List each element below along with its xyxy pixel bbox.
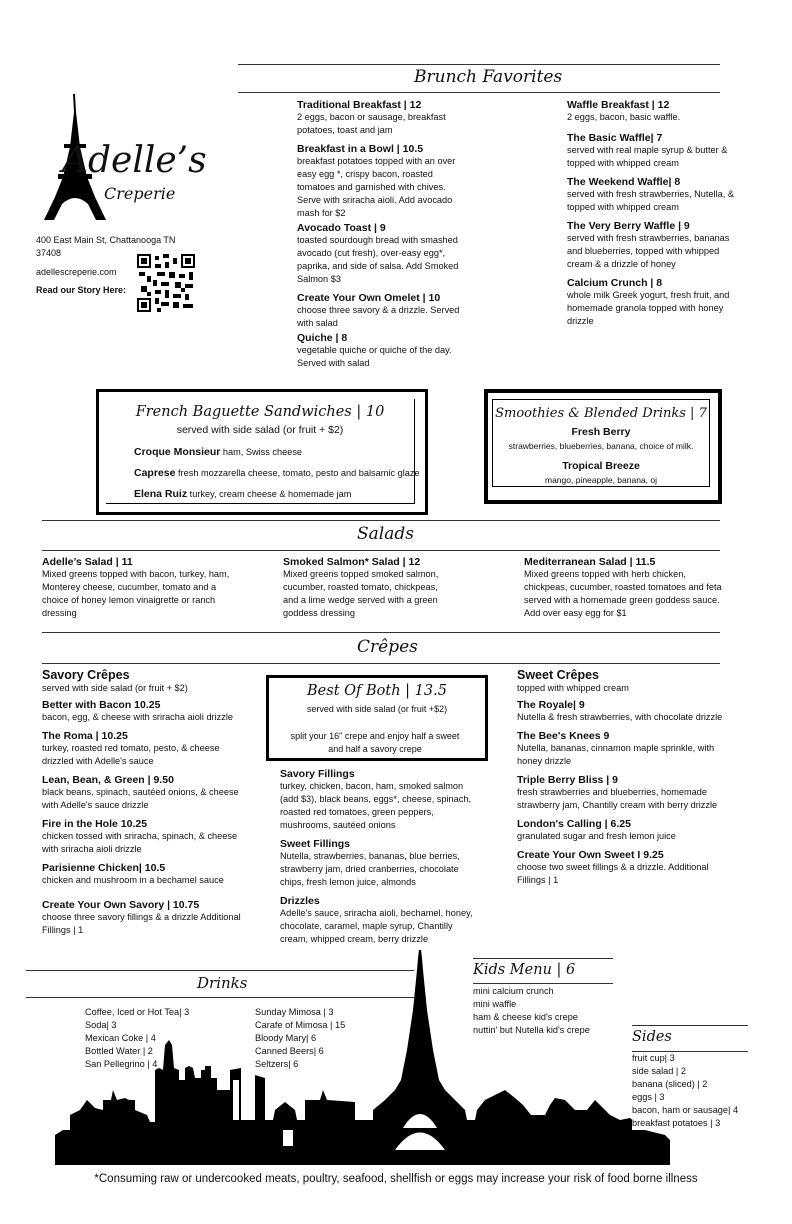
item-name: Quiche | 8: [297, 332, 348, 344]
savory-sub: served with side salad (or fruit + $2): [42, 683, 188, 693]
item-name: Mediterranean Salad | 11.5: [524, 556, 656, 568]
savory-item: [42, 774, 242, 812]
item-desc: chicken tossed with sriracha, spinach, & cheese with sriracha aioli drizzle: [42, 831, 238, 854]
salads-bottom-rule: [42, 550, 720, 551]
sweet-sub: topped with whipped cream: [517, 683, 629, 693]
drink-item: San Pellegrino | 4: [85, 1059, 158, 1069]
drink-item: Carafe of Mimosa | 15: [255, 1020, 346, 1030]
item-desc: turkey, roasted red tomato, pesto, & cheese drizzled with Adelle's sauce: [42, 743, 220, 766]
drink-item: Mexican Coke | 4: [85, 1033, 156, 1043]
savory-crepes-column: [42, 668, 242, 937]
kids-item: mini waffle: [473, 999, 517, 1009]
side-item: banana (sliced) | 2: [632, 1079, 708, 1089]
baguette-item: [134, 467, 420, 479]
item-name: Waffle Breakfast | 12: [567, 99, 670, 111]
item-name: Caprese: [134, 467, 176, 479]
brunch-item: [297, 332, 467, 370]
item-desc: turkey, cream cheese & homemade jam: [187, 489, 352, 499]
drinks-title: Drinks: [197, 974, 248, 992]
item-name: Smoked Salmon* Salad | 12: [283, 556, 421, 568]
qr-code-icon: [137, 254, 195, 312]
item-name: Lean, Bean, & Green | 9.50: [42, 774, 174, 786]
item-name: The Bee's Knees 9: [517, 730, 610, 742]
item-name: Fresh Berry: [571, 426, 631, 438]
item-desc: choose three savory & a drizzle. Served with salad: [297, 305, 460, 328]
item-name: Traditional Breakfast | 12: [297, 99, 422, 111]
item-desc: vegetable quiche or quiche of the day. Served with salad: [297, 345, 452, 368]
kids-top-rule: [473, 958, 613, 959]
drink-item: Coffee, Iced or Hot Tea| 3: [85, 1007, 190, 1017]
drinks-top-rule: [26, 970, 414, 971]
item-name: Adelle’s Salad | 11: [42, 556, 133, 568]
brunch-bottom-rule: [238, 92, 720, 93]
item-name: Drizzles: [280, 895, 320, 907]
item-name: The Very Berry Waffle | 9: [567, 220, 690, 232]
brunch-item: [567, 176, 737, 214]
baguette-item: [134, 488, 351, 500]
item-desc: turkey, chicken, bacon, ham, smoked salmon (add $3), black beans, eggs*, cheese, spinach, roasted red tomatoes, green peppers, mushrooms, sautéed onions: [280, 781, 472, 830]
best-desc: split your 16" crepe and enjoy half a sweet and half a savory crepe: [290, 731, 460, 754]
drink-item: Canned Beers| 6: [255, 1046, 324, 1056]
item-desc: Nutella, strawberries, bananas, blue berries, strawberry jam, dried cranberries, chocolate chips, fresh lemon juice, almonds: [280, 851, 460, 887]
best-sub: served with side salad (or fruit +$2): [306, 704, 448, 714]
brunch-item: [567, 132, 737, 170]
side-item: fruit cup| 3: [632, 1053, 675, 1063]
sweet-item: [517, 774, 727, 812]
logo-name: Adelle’s: [62, 140, 207, 181]
side-item: breakfast potatoes | 3: [632, 1118, 721, 1128]
item-desc: black beans, spinach, sautéed onions, & cheese with Adelle's sauce drizzle: [42, 787, 239, 810]
brunch-right-column: [567, 99, 737, 328]
brunch-top-rule: [238, 64, 720, 65]
item-desc: breakfast potatoes topped with an over easy egg *, crispy bacon, roasted tomatoes and garnished with chives. Serve with sriracha aioli. Add avocado mash for $2: [297, 156, 456, 218]
fillings-group: [280, 838, 476, 889]
item-desc: 2 eggs, bacon or sausage, breakfast potatoes, toast and jam: [297, 112, 446, 135]
kids-list: [473, 985, 633, 1037]
item-desc: bacon, egg, & cheese with sriracha aioli drizzle: [42, 712, 233, 722]
item-desc: whole milk Greek yogurt, fresh fruit, and homemade granola topped with honey drizzle: [567, 290, 730, 326]
drinks-col-2: [255, 1006, 415, 1071]
item-desc: served with fresh strawberries, Nutella, & topped with whipped cream: [567, 189, 734, 212]
salad-item: [524, 556, 724, 620]
sides-top-rule: [632, 1025, 748, 1026]
item-name: Fire in the Hole 10.25: [42, 818, 148, 830]
crepes-top-rule: [42, 632, 720, 633]
item-name: The Basic Waffle| 7: [567, 132, 663, 144]
item-name: Create Your Own Savory | 10.75: [42, 899, 200, 911]
item-desc: Adelle's sauce, sriracha aioli, bechamel, honey, chocolate, caramel, maple syrup, Chantilly cream, whipped cream, berry drizzle: [280, 908, 473, 944]
crepes-bottom-rule: [42, 663, 720, 664]
website-link[interactable]: adellescreperie.com: [36, 267, 117, 277]
item-desc: Nutella & fresh strawberries, with chocolate drizzle: [517, 712, 723, 722]
kids-title: Kids Menu | 6: [473, 962, 576, 978]
food-safety-disclaimer: *Consuming raw or undercooked meats, poultry, seafood, shellfish or eggs may increase your risk of food borne illness: [94, 1173, 698, 1185]
crepes-title: Crêpes: [357, 637, 418, 657]
zip: 37408: [36, 248, 62, 258]
item-desc: granulated sugar and fresh lemon juice: [517, 831, 676, 841]
drinks-col-1: [85, 1006, 245, 1071]
side-item: eggs | 3: [632, 1092, 665, 1102]
item-name: Tropical Breeze: [562, 460, 640, 472]
side-item: side salad | 2: [632, 1066, 686, 1076]
item-name: The Roma | 10.25: [42, 730, 128, 742]
sweet-crepes-column: [517, 668, 727, 887]
drink-item: Soda| 3: [85, 1020, 117, 1030]
fillings-group: [280, 768, 476, 832]
item-name: Avocado Toast | 9: [297, 222, 386, 234]
story-label: Read our Story Here:: [36, 285, 127, 295]
drink-item: Bottled Water | 2: [85, 1046, 153, 1056]
item-desc: fresh strawberries and blueberries, homemade strawberry jam, Chantilly cream with berry drizzle: [517, 787, 718, 810]
kids-item: ham & cheese kid's crepe: [473, 1012, 578, 1022]
kids-bottom-rule: [473, 983, 613, 984]
item-name: Better with Bacon 10.25: [42, 699, 161, 711]
kids-item: mini calcium crunch: [473, 986, 554, 996]
item-name: Breakfast in a Bowl | 10.5: [297, 143, 424, 155]
brunch-item: [297, 143, 467, 220]
savory-item: [42, 699, 242, 724]
qr-code[interactable]: [137, 254, 195, 312]
fillings-group: [280, 895, 476, 946]
fillings-column: [280, 768, 476, 946]
smoothie-item: [494, 426, 708, 451]
item-desc: mango, pineapple, banana, oj: [544, 475, 657, 485]
logo: [40, 92, 207, 227]
item-desc: ham, Swiss cheese: [220, 447, 303, 457]
item-name: Create Your Own Sweet I 9.25: [517, 849, 664, 861]
brunch-item: [297, 292, 467, 330]
brunch-title: Brunch Favorites: [414, 67, 563, 87]
item-desc: served with fresh strawberries, bananas and blueberries, topped with whipped cream & a drizzle of honey: [567, 233, 730, 269]
item-name: London's Calling | 6.25: [517, 818, 631, 830]
item-name: Elena Ruiz: [134, 488, 188, 500]
baguette-item: [134, 446, 302, 458]
sweet-item: [517, 849, 727, 887]
item-desc: Mixed greens topped with herb chicken, chickpeas, cucumber, roasted tomatoes and feta served with a homemade green goddess sauce. Add over easy egg for $1: [524, 569, 722, 618]
item-name: Croque Monsieur: [134, 446, 221, 458]
item-desc: Nutella, bananas, cinnamon maple sprinkle, with honey drizzle: [517, 743, 715, 766]
item-name: Savory Fillings: [280, 768, 355, 780]
logo-subtitle: Creperie: [104, 184, 176, 203]
item-name: Parisienne Chicken| 10.5: [42, 862, 166, 874]
item-desc: Mixed greens topped smoked salmon, cucumber, roasted tomato, chickpeas, and a lime wedge served with a green goddess dressing: [283, 569, 439, 618]
item-name: Calcium Crunch | 8: [567, 277, 663, 289]
side-item: bacon, ham or sausage| 4: [632, 1105, 739, 1115]
salads-title: Salads: [357, 524, 414, 544]
brunch-item: [567, 220, 737, 271]
sweet-heading: Sweet Crêpes: [517, 668, 599, 682]
brunch-item: [567, 99, 737, 124]
item-name: The Royale| 9: [517, 699, 585, 711]
item-desc: chicken and mushroom in a bechamel sauce: [42, 875, 224, 885]
sides-title: Sides: [632, 1029, 672, 1045]
drinks-bottom-rule: [26, 997, 414, 998]
salad-item: [283, 556, 455, 620]
savory-heading: Savory Crêpes: [42, 668, 130, 682]
item-name: The Weekend Waffle| 8: [567, 176, 681, 188]
item-desc: fresh mozzarella cheese, tomato, pesto and balsamic glaze: [175, 468, 420, 478]
drink-item: Seltzers| 6: [255, 1059, 299, 1069]
item-name: Sweet Fillings: [280, 838, 351, 850]
drink-item: Sunday Mimosa | 3: [255, 1007, 334, 1017]
item-desc: strawberries, blueberries, banana, choice of milk.: [508, 441, 694, 451]
savory-item: [42, 730, 242, 768]
sweet-item: [517, 730, 727, 768]
brunch-item: [567, 277, 737, 328]
brunch-item: [297, 222, 467, 286]
sweet-item: [517, 818, 727, 843]
brunch-item: [297, 99, 467, 137]
item-desc: choose two sweet fillings & a drizzle. Additional Fillings | 1: [517, 862, 709, 885]
item-desc: toasted sourdough bread with smashed avocado (cut fresh), over-easy egg*, paprika, and side of salsa. Add Smoked Salmon $3: [297, 235, 459, 284]
sweet-item: [517, 699, 727, 724]
brunch-left-column: [297, 99, 467, 370]
kids-item: nuttin' but Nutella kid's crepe: [473, 1025, 590, 1035]
item-name: Create Your Own Omelet | 10: [297, 292, 441, 304]
savory-item: [42, 862, 242, 887]
baguette-title: French Baguette Sandwiches | 10: [135, 404, 385, 420]
baguette-subtitle: served with side salad (or fruit + $2): [176, 424, 344, 436]
savory-item: [42, 818, 242, 856]
address: 400 East Main St, Chattanooga TN: [36, 235, 176, 245]
item-desc: choose three savory fillings & a drizzle Additional Fillings | 1: [42, 912, 241, 935]
item-desc: served with real maple syrup & butter & topped with whipped cream: [567, 145, 728, 168]
item-name: Triple Berry Bliss | 9: [517, 774, 618, 786]
item-desc: 2 eggs, bacon, basic waffle.: [567, 112, 681, 122]
salad-item: [42, 556, 242, 620]
best-title: Best Of Both | 13.5: [307, 683, 447, 699]
drink-item: Bloody Mary| 6: [255, 1033, 317, 1043]
salads-top-rule: [42, 520, 720, 521]
smoothie-item: [494, 460, 708, 485]
item-desc: Mixed greens topped with bacon, turkey, ham, Monterey cheese, cucumber, tomato and a choice of honey lemon vinaigrette or ranch dressing: [42, 569, 230, 618]
savory-item: [42, 899, 242, 937]
smoothie-title: Smoothies & Blended Drinks | 7: [495, 406, 707, 421]
sides-list: [632, 1052, 757, 1130]
